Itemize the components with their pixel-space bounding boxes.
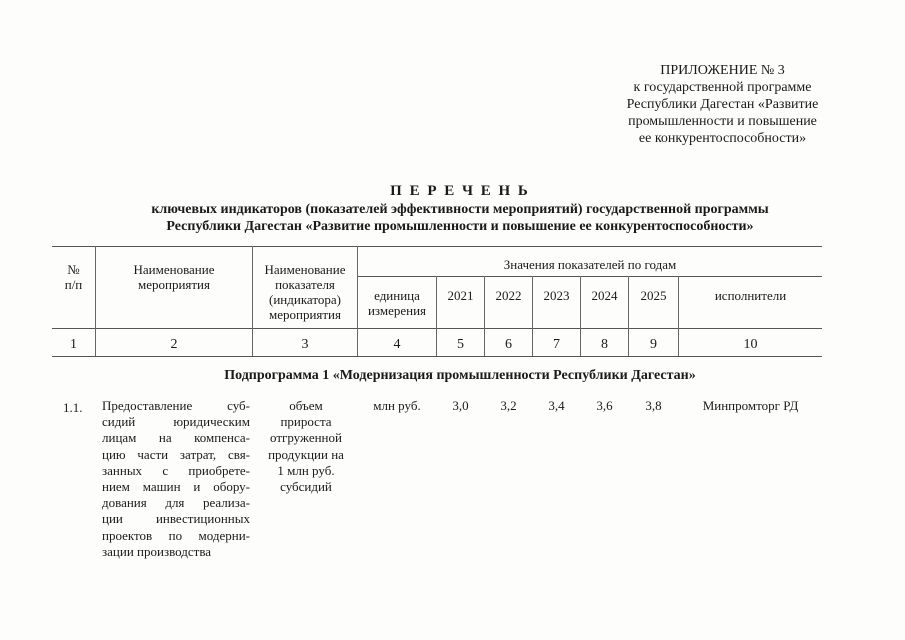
- header-event-name: Наименование мероприятия: [133, 262, 215, 292]
- annex-line: ее конкурентоспособности»: [638, 131, 807, 146]
- header-unit: единица измерения: [367, 288, 427, 318]
- column-number: 8: [601, 337, 608, 352]
- annex-line: Республики Дагестан «Развитие: [626, 97, 819, 112]
- column-number: 5: [457, 337, 464, 352]
- header-indicator-name: Наименование показателя (индикатора) мероприятия: [264, 262, 346, 322]
- header-values-group: Значения показателей по годам: [503, 257, 677, 272]
- column-number: 4: [393, 337, 401, 352]
- header-year: 2024: [591, 288, 618, 303]
- column-number: 6: [505, 337, 512, 352]
- header-year: 2025: [640, 288, 667, 303]
- document-title: П Е Р Е Ч Е Н Ь: [390, 183, 530, 199]
- header-divider: [357, 276, 822, 277]
- year-value: 3,6: [596, 398, 613, 413]
- year-value: 3,8: [645, 398, 662, 413]
- document-subtitle-line1: ключевых индикаторов (показателей эффективности мероприятий) государственной программы: [151, 202, 769, 217]
- event-description: Предоставление суб- сидий юридическим лицам на компенса- цию части затрат, свя- занных с приобрете- нием машин и обору- дования для реализа- ции инвестиционных проектов по модерни- зации производства: [102, 398, 250, 559]
- header-bottom-border: [52, 328, 822, 329]
- year-value: 3,0: [452, 398, 469, 413]
- header-executors: исполнители: [714, 288, 787, 303]
- column-number: 1: [70, 337, 77, 352]
- numbers-row-border: [52, 356, 822, 357]
- year-value: 3,4: [548, 398, 565, 413]
- subprogram-title: Подпрограмма 1 «Модернизация промышленности Республики Дагестан»: [224, 368, 696, 383]
- annex-line: ПРИЛОЖЕНИЕ № 3: [660, 63, 785, 78]
- column-number: 10: [743, 337, 758, 352]
- document-subtitle-line2: Республики Дагестан «Развитие промышленности и повышение ее конкурентоспособности»: [166, 219, 754, 234]
- header-year: 2022: [495, 288, 522, 303]
- indicator-description: объем прироста отгруженной продукции на 1 млн руб. субсидий: [268, 398, 344, 495]
- row-number: 1.1.: [63, 400, 83, 415]
- column-number: 7: [553, 337, 560, 352]
- column-number: 9: [650, 337, 657, 352]
- table-top-border: [52, 246, 822, 247]
- header-year: 2023: [543, 288, 570, 303]
- year-value: 3,2: [500, 398, 517, 413]
- header-num: № п/п: [64, 262, 83, 292]
- annex-line: промышленности и повышение: [628, 114, 817, 129]
- annex-line: к государственной программе: [633, 80, 812, 95]
- unit-value: млн руб.: [373, 398, 421, 413]
- annex-block: [590, 62, 855, 147]
- executor-value: Минпромторг РД: [702, 398, 799, 413]
- column-number: 2: [170, 337, 178, 352]
- column-number: 3: [301, 337, 309, 352]
- header-year: 2021: [447, 288, 474, 303]
